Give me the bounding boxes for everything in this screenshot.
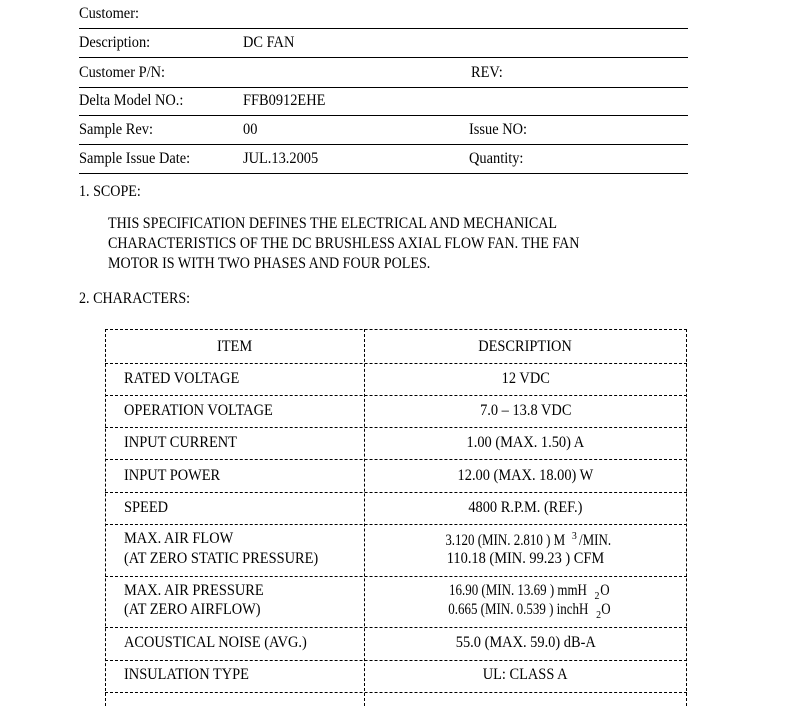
table-row-desc: 1.00 (MAX. 1.50) A [466,434,585,451]
header-row-issue-date [79,145,688,174]
table-row-desc: 3.120 (MIN. 2.810 ) M $^3$ /MIN. [445,530,611,550]
col-header-item: ITEM [216,338,253,355]
table-row-desc: 7.0 – 13.8 VDC [479,402,572,419]
characters-heading: 2. CHARACTERS: [79,290,191,307]
scope-line: THIS SPECIFICATION DEFINES THE ELECTRICAL AND MECHANICAL [108,215,558,232]
header-row-model [79,87,688,116]
scope-line: CHARACTERISTICS OF THE DC BRUSHLESS AXIAL FLOW FAN. THE FAN [108,235,580,252]
characters-table [105,329,687,706]
table-row-desc: 55.0 (MAX. 59.0) dB-A [455,634,596,651]
table-row-desc: 16.90 (MIN. 13.69 ) mmH $_2$O [448,582,610,603]
scope-text [108,214,579,274]
table-row-desc-sub: 0.665 (MIN. 0.539 ) inchH $_2$O [447,601,611,622]
table-row-item: SPEED [124,499,169,516]
table-row-item: OPERATION VOLTAGE [124,402,273,419]
table-row-item: MAX. AIR PRESSURE [124,582,264,599]
sample-rev-label: Sample Rev: [79,121,153,138]
issue-date-value: JUL.13.2005 [243,150,319,167]
header-row-sample-rev [79,116,688,145]
issue-no-label: Issue NO: [469,121,527,138]
sample-rev-value: 00 [243,121,258,138]
table-row-item: RATED VOLTAGE [124,370,240,387]
description-value: DC FAN [243,34,295,51]
customer-label: Customer: [79,5,140,22]
table-row-item-sub: (AT ZERO AIRFLOW) [124,601,261,618]
issue-date-label: Sample Issue Date: [79,150,191,167]
header-row-customer [79,0,688,29]
scope-heading: 1. SCOPE: [79,183,141,200]
customer-pn-label: Customer P/N: [79,64,166,81]
quantity-label: Quantity: [469,150,524,167]
table-row-desc: 4800 R.P.M. (REF.) [468,499,583,516]
table-row-item: INPUT CURRENT [124,434,237,451]
table-row-desc: 12.00 (MAX. 18.00) W [457,467,594,484]
table-row-item: ACOUSTICAL NOISE (AVG.) [124,634,307,651]
table-row-desc-sub: 110.18 (MIN. 99.23 ) CFM [446,550,605,567]
description-label: Description: [79,34,151,51]
table-row-item: MAX. AIR FLOW [124,530,234,547]
model-label: Delta Model NO.: [79,92,184,109]
table-row-item: INPUT POWER [124,467,221,484]
scope-line: MOTOR IS WITH TWO PHASES AND FOUR POLES. [108,255,431,272]
model-value: FFB0912EHE [243,92,326,109]
header-row-description [79,29,688,58]
table-row-item: INSULATION TYPE [124,666,249,683]
table-row-desc: UL: CLASS A [483,666,568,683]
rev-label: REV: [471,64,503,81]
header-row-customer-pn [79,59,688,88]
table-row-desc: 12 VDC [501,370,550,387]
col-header-description: DESCRIPTION [478,338,573,355]
table-row-item-sub: (AT ZERO STATIC PRESSURE) [124,550,319,567]
